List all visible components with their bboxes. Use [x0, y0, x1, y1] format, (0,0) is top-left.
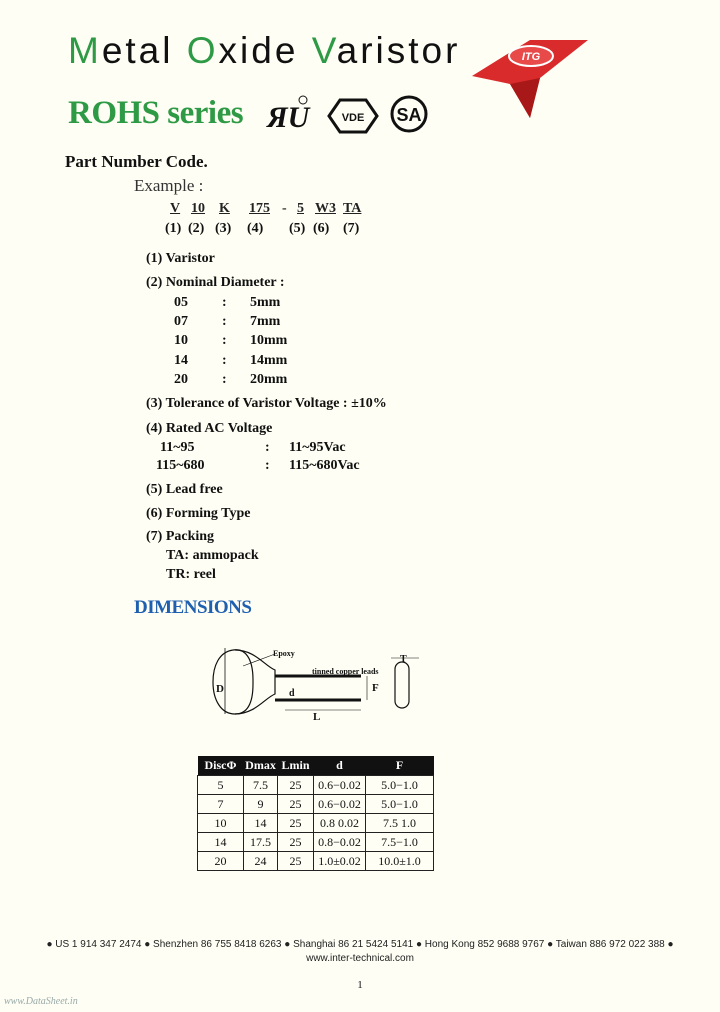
page-number: 1 [357, 979, 363, 991]
diameter-row: 05 [174, 295, 188, 310]
item-rated-ac-voltage: (4) Rated AC Voltage [146, 421, 273, 436]
ul-mark-icon [265, 95, 311, 133]
diameter-row: 07 [174, 314, 188, 329]
item-varistor: (1) Varistor [146, 251, 215, 266]
svg-text:T: T [400, 654, 407, 665]
packing-ammopack: TA: ammopack [166, 548, 259, 563]
csa-mark-icon [388, 94, 430, 134]
table-header-row: DiscΦ Dmax Lmin d F [198, 756, 434, 776]
item-forming-type: (6) Forming Type [146, 506, 251, 521]
item-packing: (7) Packing [146, 529, 215, 544]
svg-text:tinned copper leads: tinned copper leads [312, 667, 379, 676]
series-title: ROHS series [68, 95, 244, 131]
packing-reel: TR: reel [166, 567, 216, 582]
part-number-heading: Part Number Code. [65, 152, 208, 171]
diameter-row: 10 [174, 333, 188, 348]
footer-website[interactable]: www.inter-technical.com [306, 953, 414, 964]
svg-text:F: F [372, 682, 379, 694]
example-label: Example : [134, 176, 204, 195]
dimensions-table [197, 756, 434, 871]
item-nominal-diameter: (2) Nominal Diameter : [146, 275, 285, 290]
dimensions-heading: DIMENSIONS [134, 597, 252, 618]
watermark: www.DataSheet.in [4, 996, 78, 1007]
table-row: 20 24 25 1.0±0.02 10.0±1.0 [198, 852, 434, 871]
diameter-row: 14 [174, 353, 188, 368]
svg-text:ITG: ITG [521, 51, 541, 63]
item-tolerance: (3) Tolerance of Varistor Voltage : ±10% [146, 396, 387, 411]
item-lead-free: (5) Lead free [146, 482, 223, 497]
svg-text:ЯU: ЯU [267, 101, 310, 133]
table-row: 10 14 25 0.8 0.02 7.5 1.0 [198, 814, 434, 833]
svg-text:d: d [289, 688, 295, 699]
svg-text:D: D [216, 683, 224, 695]
footer-contacts: ● US 1 914 347 2474 ● Shenzhen 86 755 8418 6263 ● Shanghai 86 21 5424 5141 ● Hong Kong 852 9688 9767 ● Taiwan 886 972 022 388 ● [46, 939, 674, 950]
itg-logo [470, 38, 592, 120]
vde-mark-icon [326, 98, 380, 134]
voltage-row: 115~680 [156, 458, 205, 473]
svg-text:Epoxy: Epoxy [273, 649, 295, 658]
table-row: 5 7.5 25 0.6−0.02 5.0−1.0 [198, 776, 434, 795]
table-row: 7 9 25 0.6−0.02 5.0−1.0 [198, 795, 434, 814]
svg-text:L: L [313, 711, 321, 722]
voltage-row: 11~95 [160, 440, 195, 455]
diameter-row: 20 [174, 372, 188, 387]
dimension-diagram [205, 644, 445, 722]
table-row: 14 17.5 25 0.8−0.02 7.5−1.0 [198, 833, 434, 852]
svg-text:SA: SA [396, 105, 422, 125]
svg-text:VDE: VDE [341, 112, 365, 124]
page-title: Metal Oxide Varistor [68, 30, 461, 71]
